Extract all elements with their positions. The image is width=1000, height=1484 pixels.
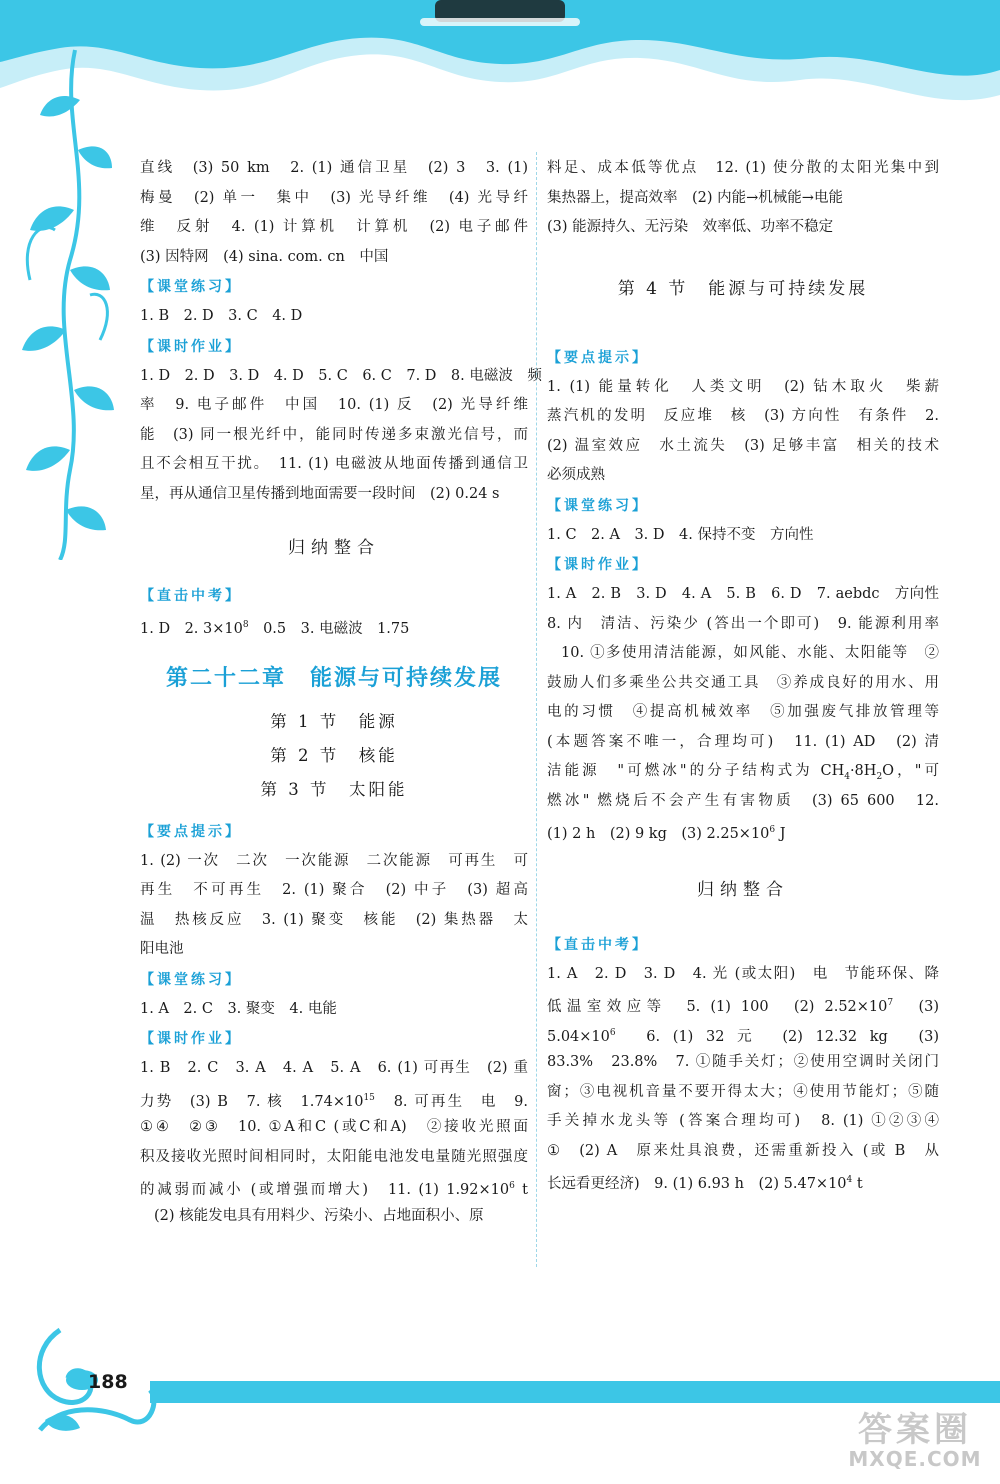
- answer-line: (2) 温室效应 水土流失 (3) 足够丰富 相关的技术: [547, 437, 939, 454]
- section-label-classroom-practice: 【课堂练习】: [140, 971, 242, 988]
- footer-band: [150, 1381, 1000, 1403]
- heading-summary: 归纳整合: [697, 879, 789, 900]
- answer-line: (3) 因特网 (4) sina. com. cn 中国: [140, 248, 389, 265]
- section-label-homework: 【课时作业】: [140, 338, 242, 355]
- vine-decoration: [0, 40, 130, 560]
- section-title: 第 1 节 能源: [270, 711, 398, 731]
- answer-line: $5.04\times 10^6$ 6. (1) 32 元 (2) 12.32 kg (3): [547, 1027, 939, 1045]
- section-label-homework: 【课时作业】: [547, 557, 649, 573]
- answer-line: 集热器上，提高效率 (2) 内能→机械能→电能: [547, 189, 843, 206]
- right-column: [547, 154, 939, 1196]
- section-title: 第 2 节 核能: [270, 745, 398, 765]
- answer-line: 1. A 2. C 3. 聚变 4. 电能: [140, 1000, 337, 1017]
- section-label-classroom-practice: 【课堂练习】: [547, 497, 649, 514]
- answer-line: 1. A 2. D 3. D 4. 光 (或太阳) 电 节能环保、降: [547, 965, 939, 982]
- answer-line: 1. B 2. D 3. C 4. D: [140, 308, 303, 324]
- page-number: 188: [88, 1371, 128, 1393]
- answer-line: 10. ①多使用清洁能源，如风能、水能、太阳能等 ②: [561, 645, 939, 661]
- section-label-classroom-practice: 【课堂练习】: [140, 279, 242, 295]
- watermark: [835, 1412, 995, 1470]
- answer-line: 1. C 2. A 3. D 4. 保持不变 方向性: [547, 526, 814, 543]
- answer-line: 蒸汽机的发明 反应堆 核 (3) 方向性 有条件 2.: [547, 408, 939, 424]
- answer-line: 洁能源 "可燃冰"的分子结构式为 $CH_4\cdot 8H_2O$，"可: [547, 763, 939, 782]
- answer-line: 梅曼 (2) 单一 集中 (3) 光导纤维 (4) 光导纤: [140, 189, 528, 206]
- watermark-logo-text: 答案圈: [858, 1410, 972, 1450]
- section-label-exam: 【直击中考】: [547, 936, 649, 953]
- answer-line: 燃冰" 燃烧后不会产生有害物质 (3) 65 600 12.: [547, 792, 939, 809]
- answer-line: 长远看更经济) 9. (1) 6.93 h (2) $5.47\times 10^4$ t: [547, 1175, 863, 1192]
- answer-line: 星，再从通信卫星传播到地面需要一段时间 (2) 0.24 s: [140, 485, 500, 502]
- answer-line: (1) 2 h (2) 9 kg (3) $2.25\times 10^6$ J: [547, 825, 786, 842]
- answer-line: 力势 (3) B 7. 核 $1.74\times 10^{15}$ 8. 可再生 电 9.: [140, 1092, 528, 1110]
- answer-line: 1. D 2. $3\times 10^8$ 0.5 3. 电磁波 1.75: [140, 620, 410, 637]
- answer-line: 1. A 2. B 3. D 4. A 5. B 6. D 7. aebdc 方向性: [547, 586, 939, 602]
- section-title: 第 4 节 能源与可持续发展: [617, 278, 869, 299]
- answer-line: 必须成熟: [547, 467, 605, 483]
- heading-summary: 归纳整合: [288, 538, 380, 558]
- answer-line: 的减弱而减小 (或增强而增大) 11. (1) $1.92\times 10^6$ t: [140, 1181, 529, 1198]
- answer-line: 1. D 2. D 3. D 4. D 5. C 6. C 7. D 8. 电磁波 频: [140, 367, 542, 384]
- answer-line: 低温室效应等 5. (1) 100 (2) $2.52\times 10^7$ (3): [547, 998, 939, 1015]
- answer-line: 1. (2) 一次 二次 一次能源 二次能源 可再生 可: [140, 852, 528, 869]
- answer-line: 8. 内 清洁、污染少 (答出一个即可) 9. 能源利用率: [547, 615, 939, 632]
- answer-line: ① (2) A 原来灶具浪费，还需重新投入 (或 B 从: [547, 1142, 939, 1159]
- answer-line: 1. (1) 能量转化 人类文明 (2) 钻木取火 柴薪: [547, 378, 939, 395]
- answer-line: 阳电池: [140, 941, 184, 957]
- answer-line: 直线 (3) 50 km 2. (1) 通信卫星 (2) 3 3. (1): [140, 160, 528, 176]
- section-title: 第 3 节 太阳能: [260, 779, 408, 799]
- chapter-title: 第二十二章 能源与可持续发展: [165, 665, 502, 691]
- answer-line: 率 9. 电子邮件 中国 10. (1) 反 (2) 光导纤维: [140, 397, 528, 413]
- answer-line: 鼓励人们多乘坐公共交通工具 ③养成良好的用水、用: [547, 674, 939, 691]
- section-label-homework: 【课时作业】: [140, 1031, 242, 1047]
- answer-line: (2) 核能发电具有用料少、污染小、占地面积小、原: [154, 1207, 484, 1224]
- answer-line: 积及接收光照时间相同时，太阳能电池发电量随光照强度: [140, 1148, 528, 1165]
- answer-line: (本题答案不唯一，合理均可) 11. (1) AD (2) 清: [547, 733, 939, 750]
- answer-line: 1. B 2. C 3. A 4. A 5. A 6. (1) 可再生 (2) 重: [140, 1060, 528, 1076]
- answer-line: 窗；③电视机音量不要开得太大；④使用节能灯；⑤随: [547, 1083, 939, 1100]
- section-label-exam: 【直击中考】: [140, 588, 242, 604]
- section-label-key-points: 【要点提示】: [547, 349, 649, 366]
- answer-line: 再生 不可再生 2. (1) 聚合 (2) 中子 (3) 超高: [140, 882, 528, 898]
- answer-line: 温 热核反应 3. (1) 聚变 核能 (2) 集热器 太: [140, 911, 528, 928]
- section-label-key-points: 【要点提示】: [140, 823, 242, 840]
- watermark-url: MXQE.COM: [848, 1447, 982, 1471]
- answer-line: ①④ ②③ 10. ①A和C (或C和A) ②接收光照面: [140, 1119, 528, 1135]
- answer-line: 手关掉水龙头等 (答案合理均可) 8. (1) ①②③④: [547, 1113, 939, 1129]
- answer-line: 维 反射 4. (1) 计算机 计算机 (2) 电子邮件: [140, 219, 528, 235]
- answer-line: 料足、成本低等优点 12. (1) 使分散的太阳光集中到: [547, 160, 939, 176]
- answer-line: 83.3% 23.8% 7. ①随手关灯；②使用空调时关闭门: [547, 1054, 939, 1070]
- left-column: [140, 154, 542, 1231]
- answer-line: 且不会相互干扰。 11. (1) 电磁波从地面传播到通信卫: [140, 456, 528, 472]
- answer-line: (3) 能源持久、无污染 效率低、功率不稳定: [547, 219, 834, 235]
- column-divider: [536, 152, 537, 1267]
- answer-line: 电的习惯 ④提高机械效率 ⑤加强废气排放管理等: [547, 704, 939, 720]
- top-wave-decoration: [0, 0, 1000, 140]
- answer-line: 能 (3) 同一根光纤中，能同时传递多束激光信号，而: [140, 426, 528, 443]
